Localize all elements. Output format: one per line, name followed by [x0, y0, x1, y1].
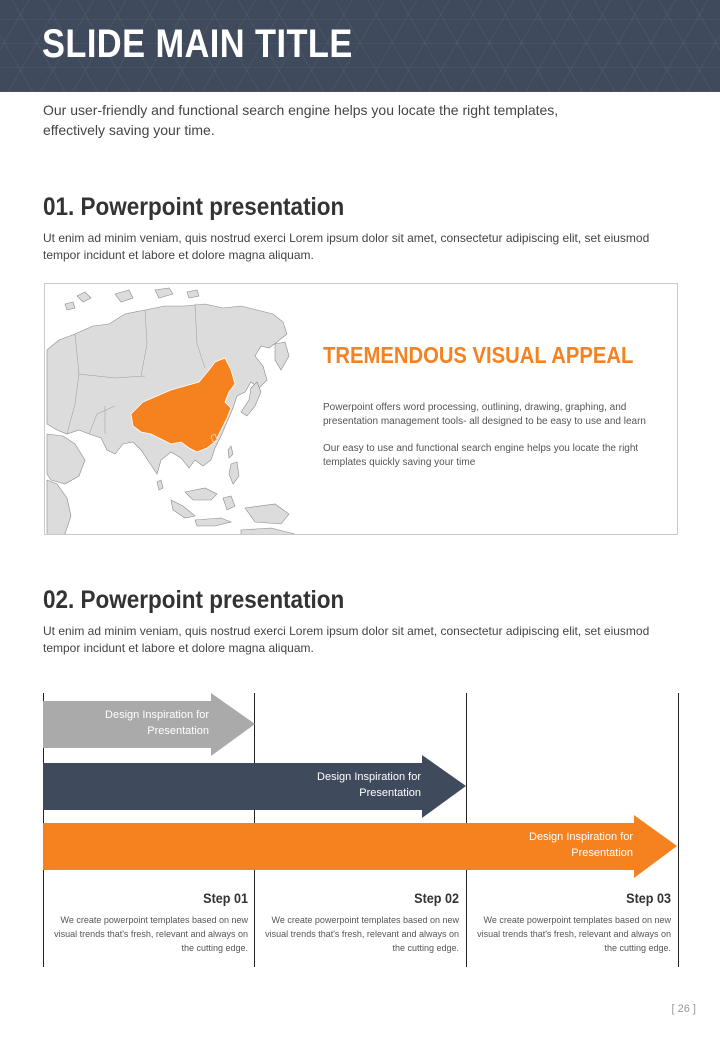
africa — [47, 480, 71, 535]
australia — [241, 528, 295, 535]
java — [195, 518, 231, 526]
visual-appeal-heading: TREMENDOUS VISUAL APPEAL — [323, 342, 634, 368]
sumatra — [171, 500, 195, 518]
arrow-label-3: Design Inspiration for Presentation — [529, 831, 633, 859]
new-guinea — [245, 504, 289, 524]
page-number: [ 26 ] — [671, 1003, 696, 1015]
taiwan — [228, 446, 233, 458]
section-2-body: Ut enim ad minim veniam, quis nostrud exerci Lorem ipsum dolor sit amet, consectetur adipiscing elit, set eiusmod tempor incidunt et labore et dolore magna aliquam. — [43, 624, 650, 655]
step-3-title: Step 03 — [626, 890, 671, 906]
asia-map — [45, 284, 295, 535]
arabia — [47, 434, 85, 484]
header-banner — [0, 0, 720, 92]
step-1-title: Step 01 — [203, 890, 248, 906]
step-1-text: We create powerpoint templates based on new visual trends that's fresh, relevant and always on the cutting edge. — [54, 915, 248, 953]
arctic-island — [77, 292, 91, 302]
arctic-island — [115, 290, 133, 302]
arctic-island — [65, 302, 75, 310]
sulawesi — [223, 496, 235, 510]
section-1-title: 01. Powerpoint presentation — [43, 193, 345, 221]
sri-lanka — [157, 480, 163, 490]
step-3-text: We create powerpoint templates based on new visual trends that's fresh, relevant and always on the cutting edge. — [477, 915, 671, 953]
map-panel — [44, 283, 678, 535]
arrow-label-2: Design Inspiration for Presentation — [317, 771, 421, 799]
visual-appeal-text-1: Powerpoint offers word processing, outlining, drawing, graphing, and presentation management tools- all designed to be easy to use and learn — [323, 402, 646, 427]
philippines — [229, 462, 239, 484]
borneo — [185, 488, 217, 500]
arrow-label-1: Design Inspiration for Presentation — [105, 709, 209, 737]
steps-timeline — [43, 693, 679, 968]
arctic-island — [187, 290, 199, 298]
step-2-title: Step 02 — [414, 890, 459, 906]
visual-appeal-text-2: Our easy to use and functional search engine helps you locate the right templates quickly saving your time — [323, 443, 639, 468]
slide-main-title: SLIDE MAIN TITLE — [42, 22, 353, 66]
section-2-title: 02. Powerpoint presentation — [43, 586, 345, 614]
kamchatka — [275, 342, 289, 370]
arctic-island — [155, 288, 173, 298]
intro-text: Our user-friendly and functional search engine helps you locate the right templates, effectively saving your time. — [43, 102, 559, 138]
step-2-text: We create powerpoint templates based on new visual trends that's fresh, relevant and always on the cutting edge. — [265, 915, 459, 953]
section-1-body: Ut enim ad minim veniam, quis nostrud exerci Lorem ipsum dolor sit amet, consectetur adipiscing elit, set eiusmod tempor incidunt et labore et dolore magna aliquam. — [43, 231, 650, 262]
